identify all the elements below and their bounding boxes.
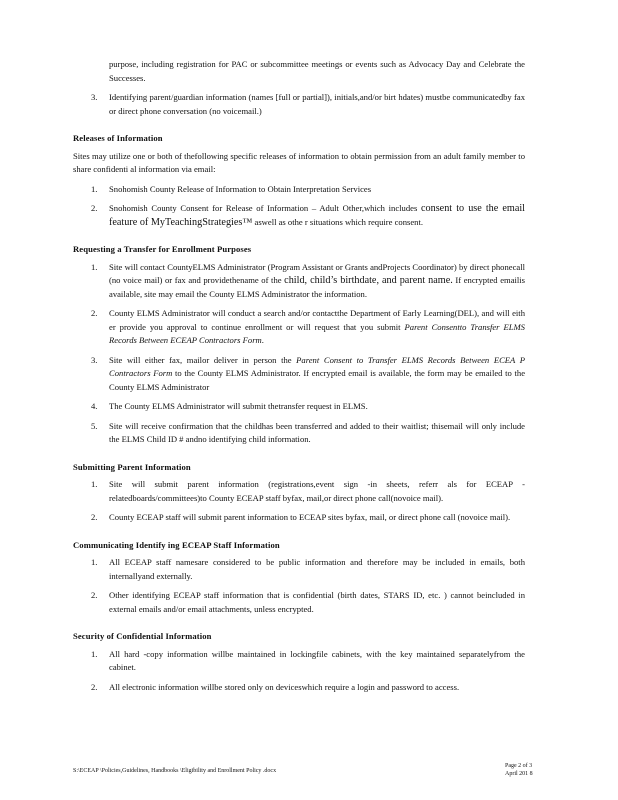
form-title: Parent Consentto Transfer ELMS Records Between ECEAP Contractors Form (109, 321, 525, 345)
security-list (73, 648, 525, 695)
list-item (73, 589, 525, 616)
list-text: County ELMS Administrator will conduct a search and/or contactthe Department of Early Learning(DEL), and will eith er provide you approval to continue enrollment or will request that you submit (109, 308, 525, 332)
list-text: Snohomish County Consent for Release of Information – Adult Other,which includes (109, 203, 418, 213)
section-heading-security: Security of Confidential Information (73, 631, 212, 641)
list-item (73, 478, 525, 505)
list-text: All electronic information willbe stored only on deviceswhich require a login and password to access. (109, 681, 460, 692)
list-item (73, 511, 525, 525)
list-item (73, 183, 525, 197)
list-number: 3. (91, 92, 98, 102)
communicating-list (73, 556, 525, 616)
list-text: Other identifying ECEAP staff information that is confidential (birth dates, STARS ID, etc. ) cannot beincluded in external emails and/or email attachments, unless encrypted. (109, 590, 525, 614)
list-item (73, 556, 525, 583)
list-item (73, 354, 525, 395)
list-item (73, 648, 525, 675)
list-text: Site will contact CountyELMS Administrator (Program Assistant or Grants andProjects Coordinator) by direct phonecall (no voice mail) or fax and providethename of the (109, 261, 525, 285)
footer-page-info (505, 762, 545, 778)
section-heading-submitting: Submitting Parent Information (73, 461, 191, 472)
list-number: 4. (91, 401, 98, 411)
intro-list (73, 91, 525, 118)
list-text: The County ELMS Administrator will submit thetransfer request in ELMS. (109, 401, 368, 411)
list-number: 1. (91, 261, 98, 272)
submitting-list (73, 478, 525, 525)
list-text-large: child, child’s birthdate, and parent name. (284, 275, 453, 286)
list-text: Site will receive confirmation that the childhas been transferred and added to their waitlist; thisemail will only include the ELMS Child ID # andno identifying child information. (109, 420, 525, 444)
list-text-large: consent to use the email feature of MyTeachingStrategies™ (109, 203, 526, 228)
list-number: 2. (91, 308, 98, 318)
list-number: 2. (91, 590, 98, 600)
intro-fragment: purpose, including registration for PAC or subcommittee meetings or events such as Advocacy Day and Celebrate the Successes. (109, 59, 525, 83)
list-text: If encrypted emailis available, site may email the County ELMS Administrator the information. (109, 275, 526, 299)
list-text: aswell as othe r situations which require consent. (254, 216, 424, 227)
list-text: All ECEAP staff namesare considered to be public information and therefore may be included in emails, both internallyand externally. (109, 557, 525, 581)
list-item (73, 420, 525, 447)
list-item (73, 400, 525, 414)
list-text: County ECEAP staff will submit parent information to ECEAP sites byfax, mail, or direct phone call (novoice mail). (109, 512, 511, 522)
section-heading-requesting: Requesting a Transfer for Enrollment Purposes (73, 244, 252, 254)
list-item (73, 261, 525, 302)
list-number: 1. (91, 479, 98, 489)
list-number: 2. (91, 203, 98, 213)
footer-date: April 201 8 (505, 771, 533, 777)
document-body (73, 58, 525, 700)
list-number: 1. (91, 557, 98, 567)
list-text: to the County ELMS Administrator. If encrypted email is available, the form may be emailed to the County ELMS Administrator (109, 368, 526, 392)
form-title: Parent Consent to Transfer ELMS Records Between ECEA P Contractors Form (109, 354, 525, 378)
list-number: 5. (91, 420, 98, 431)
list-number: 2. (91, 512, 98, 522)
list-number: 2. (91, 681, 98, 692)
list-number: 1. (91, 183, 98, 194)
list-item (73, 681, 525, 695)
list-item (73, 91, 525, 118)
footer-page-number: Page 2 of 3 (505, 763, 533, 769)
list-number: 1. (91, 648, 98, 659)
list-number: 3. (91, 354, 98, 365)
list-text: Site will submit parent information (registrations,event sign -in sheets, referr als for ECEAP -relatedboards/committees)to County ECEAP staff byfax, mail,or direct phone call(novoice mail). (109, 479, 525, 503)
section-heading-releases: Releases of Information (73, 133, 163, 143)
list-text: Snohomish County Release of Information to Obtain Interpretation Services (109, 183, 372, 194)
section-heading-communicating: Communicating Identify ing ECEAP Staff Information (73, 539, 280, 550)
requesting-list (73, 261, 525, 447)
list-text: Site will either fax, mailor deliver in person the (109, 354, 292, 365)
releases-paragraph: Sites may utilize one or both of thefollowing specific releases of information to obtain permission from an adult family member to share confidenti al information via email: (73, 150, 525, 174)
footer-file-path: S:\ECEAP \Policies,Guidelines, Handbooks \Eligibility and Enrollment Policy .docx (73, 768, 277, 774)
list-text: Identifying parent/guardian information (names [full or partial]), initials,and/or birt hdates) mustbe communicatedby fax or direct phone conversation (no voicemail.) (109, 92, 525, 116)
list-item (73, 307, 525, 348)
list-text: . (261, 335, 264, 345)
list-item (73, 202, 525, 229)
list-text: All hard -copy information willbe maintained in lockingfile cabinets, with the key maintained separatelyfrom the cabinet. (109, 648, 525, 672)
releases-list (73, 183, 525, 230)
